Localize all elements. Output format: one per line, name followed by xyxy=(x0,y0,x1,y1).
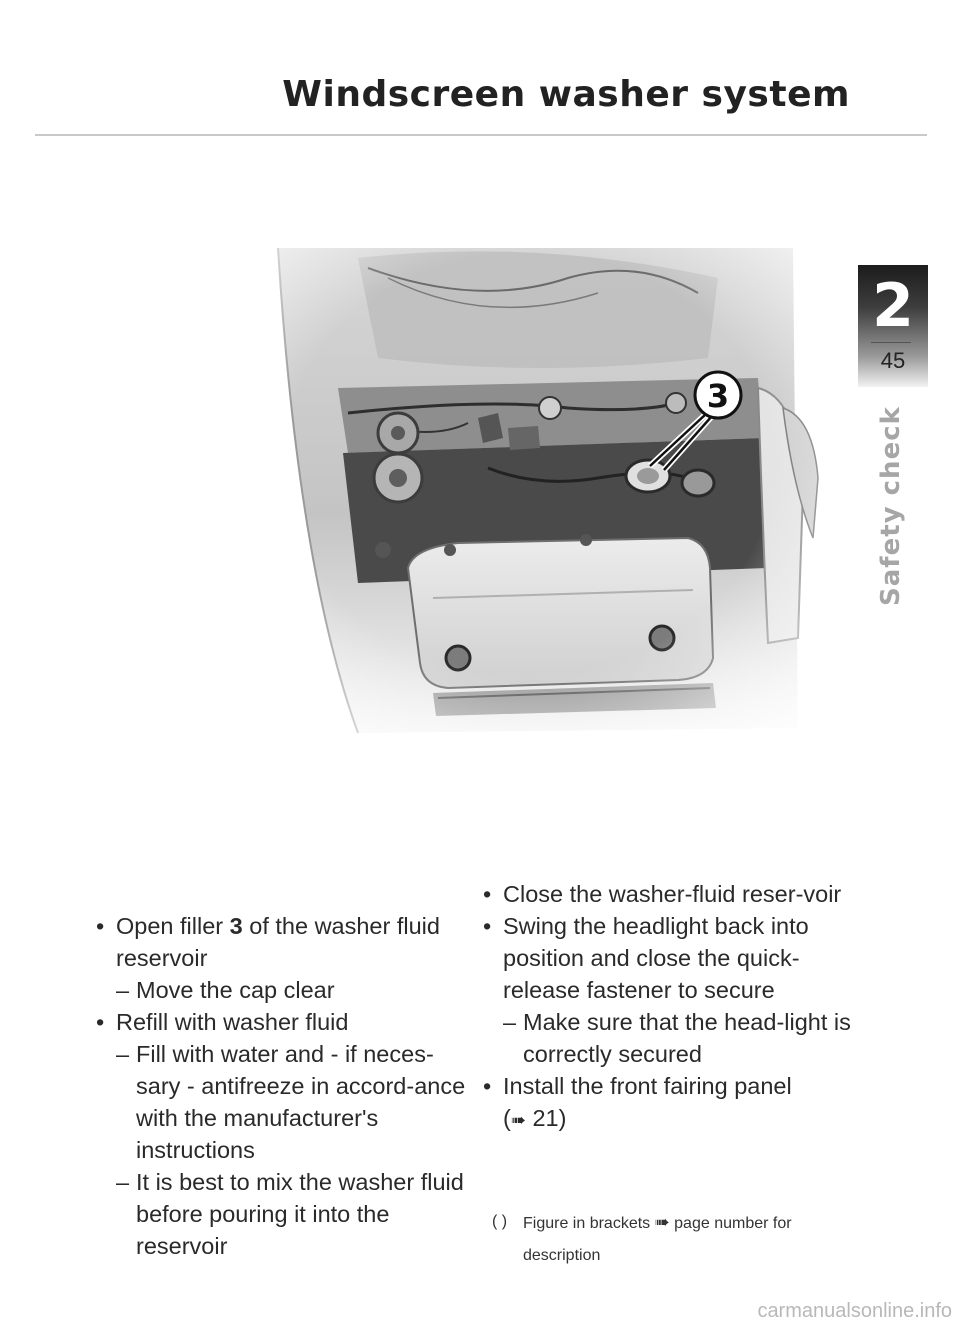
footnote-parens: ( ) xyxy=(492,1213,508,1230)
list-item: – Move the cap clear xyxy=(96,974,476,1006)
engine-bay-photo xyxy=(238,238,820,738)
page-title: Windscreen washer system xyxy=(282,74,850,115)
arrow-icon: ➠ xyxy=(510,1110,526,1130)
list-item: • Open filler 3 of the washer fluid reservoir xyxy=(96,910,476,974)
list-item: – It is best to mix the washer fluid before pouring it into the reservoir xyxy=(96,1166,476,1262)
list-item: • Refill with washer fluid xyxy=(96,1006,476,1038)
list-item: • Swing the headlight back into position and close the quick-release fastener to secure xyxy=(483,910,873,1006)
section-label: Safety check xyxy=(876,406,906,606)
list-item: – Fill with water and - if neces-sary - antifreeze in accord-ance with the manufacturer's instructions xyxy=(96,1038,476,1166)
chapter-divider xyxy=(871,342,911,343)
title-divider xyxy=(35,134,927,136)
watermark: carmanualsonline.info xyxy=(757,1300,952,1322)
callout-ref: 3 xyxy=(229,913,243,939)
page-number: 45 xyxy=(880,348,906,373)
footnote: ( ) Figure in brackets ➠ page number for description xyxy=(492,1206,872,1272)
instructions-right xyxy=(483,878,873,1136)
list-item: • Close the washer-fluid reser-voir xyxy=(483,878,873,910)
list-item: – Make sure that the head-light is correctly secured xyxy=(483,1006,873,1070)
page-reference: 21 xyxy=(532,1105,559,1131)
chapter-number: 2 xyxy=(872,271,914,341)
instructions-left xyxy=(96,910,476,1262)
list-item: • Install the front fairing panel (➠ 21) xyxy=(483,1070,873,1136)
arrow-icon: ➠ xyxy=(654,1212,670,1232)
callout-label: 3 xyxy=(706,377,730,415)
